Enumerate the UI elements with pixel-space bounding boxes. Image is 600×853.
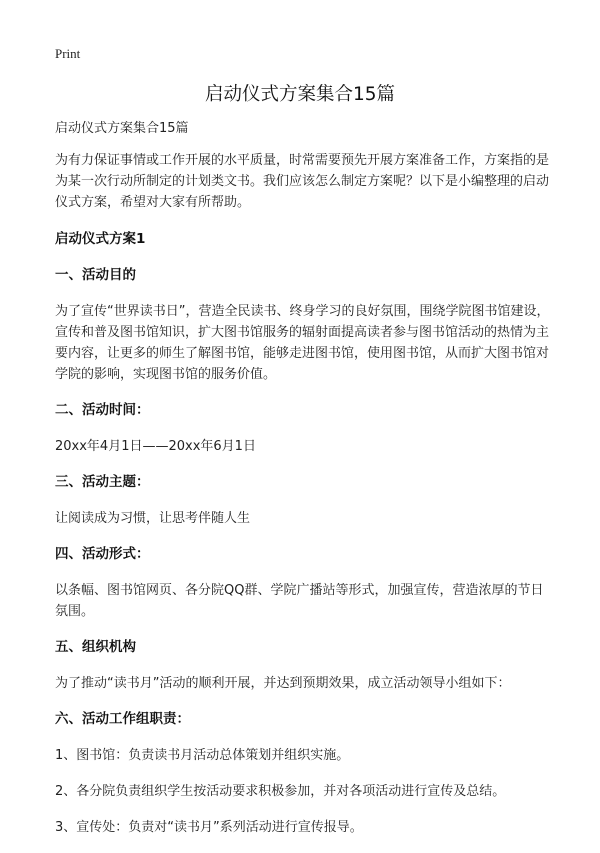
print-label: Print (55, 46, 81, 61)
section-heading-duties: 六、活动工作组职责： (55, 711, 190, 727)
document-subtitle: 启动仪式方案集合15篇 (55, 121, 189, 136)
section-heading-organization: 五、组织机构 (55, 639, 136, 655)
section-heading-time: 二、活动时间： (55, 402, 150, 418)
section-heading-theme: 三、活动主题： (55, 474, 150, 490)
section-text-time: 20xx年4月1日——20xx年6月1日 (55, 439, 256, 454)
section-text-format: 以条幅、图书馆网页、各分院QQ群、学院广播站等形式，加强宣传，营造浓厚的节日氛围。 (55, 583, 544, 619)
section-text-theme: 让阅读成为习惯，让思考伴随人生 (55, 511, 251, 526)
duty-item-library: 1、图书馆：负责读书月活动总体策划并组织实施。 (55, 748, 350, 763)
page-title: 启动仪式方案集合15篇 (204, 84, 396, 105)
section-text-purpose: 为了宣传“世界读书日”，营造全民读书、终身学习的良好氛围，围绕学院图书馆建设，宣传和普及图书馆知识，扩大图书馆服务的辐射面提高读者参与图书馆活动的热情为主要内容，让更多的师生了解图书馆，能够走进图书馆，使用图书馆，从而扩大图书馆对学院的影响，实现图书馆的服务价值。 (55, 304, 550, 382)
intro-paragraph: 为有力保证事情或工作开展的水平质量，时常需要预先开展方案准备工作，方案指的是为某一次行动所制定的计划类文书。我们应该怎么制定方案呢？以下是小编整理的启动仪式方案，希望对大家有所帮助。 (55, 153, 550, 210)
plan-title: 启动仪式方案1 (55, 231, 146, 247)
section-heading-format: 四、活动形式： (55, 546, 150, 562)
duty-item-branches: 2、各分院负责组织学生按活动要求积极参加，并对各项活动进行宣传及总结。 (55, 784, 506, 799)
duty-item-publicity: 3、宣传处：负责对“读书月”系列活动进行宣传报导。 (55, 820, 363, 835)
section-heading-purpose: 一、活动目的 (55, 267, 136, 283)
section-text-organization: 为了推动“读书月”活动的顺利开展，并达到预期效果，成立活动领导小组如下： (55, 676, 511, 691)
document-body (55, 118, 555, 853)
